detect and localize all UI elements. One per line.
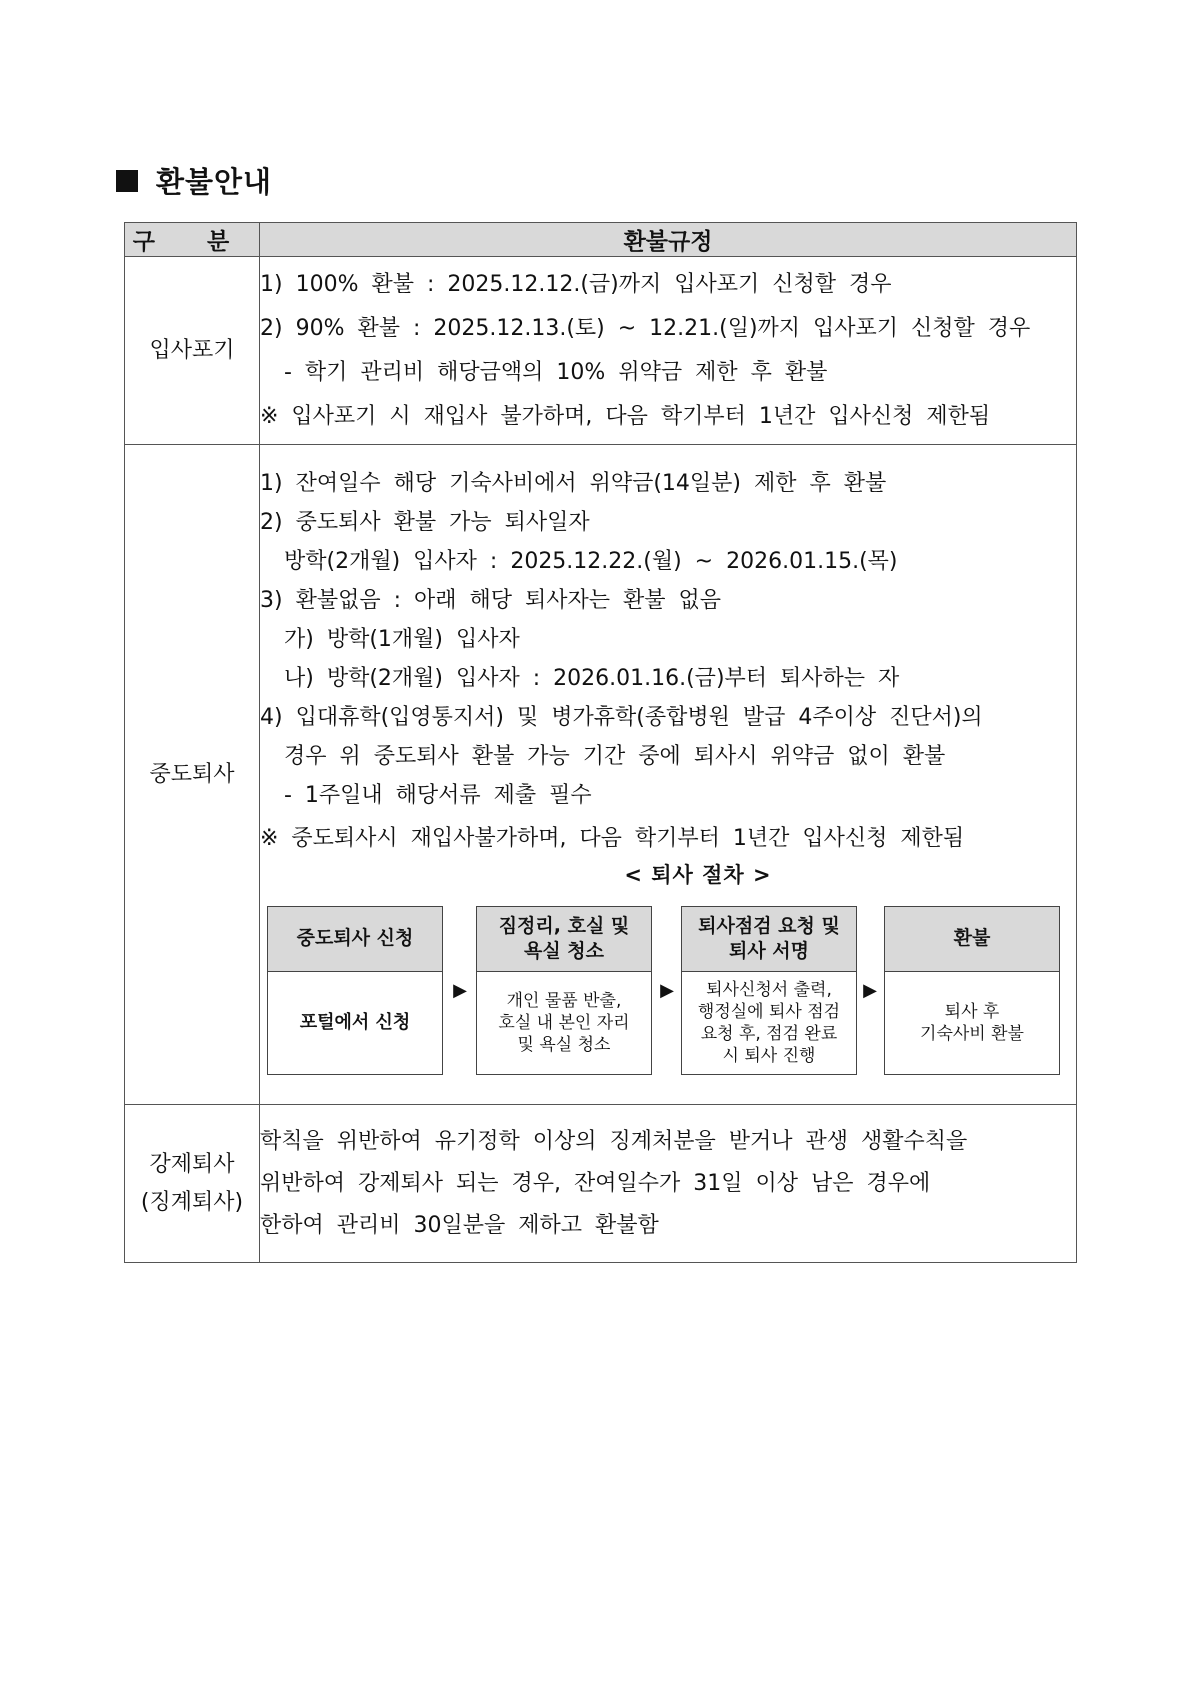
- procedure-step: [476, 906, 652, 1075]
- rule-line: 1) 100% 환불 : 2025.12.12.(금)까지 입사포기 신청할 경우: [260, 271, 892, 297]
- rule-line: 위반하여 강제퇴사 되는 경우, 잔여일수가 31일 이상 남은 경우에: [260, 1170, 931, 1196]
- procedure-title: < 퇴사 절차 >: [624, 862, 772, 887]
- table-header-row: [125, 223, 1077, 257]
- rule-line: - 1주일내 해당서류 제출 필수: [284, 782, 592, 808]
- section-title: 환불안내: [156, 165, 273, 199]
- step-desc: 포털에서 신청: [299, 1011, 411, 1033]
- refund-table: [124, 222, 1077, 1263]
- rule-line: 4) 입대휴학(입영통지서) 및 병가휴학(종합병원 발급 4주이상 진단서)의: [260, 704, 983, 730]
- step-head: 퇴사점검 요청 및 퇴사 서명: [682, 907, 856, 972]
- step-head: 환불: [885, 907, 1059, 972]
- table-row-withdrawal: [125, 257, 1077, 445]
- black-square-icon: [116, 170, 138, 192]
- rule-line: 3) 환불없음 : 아래 해당 퇴사자는 환불 없음: [260, 587, 721, 613]
- header-category: 구 분: [125, 223, 260, 257]
- rule-line: 한하여 관리비 30일분을 제하고 환불함: [260, 1212, 659, 1238]
- step-desc: 퇴사 후 기숙사비 환불: [920, 1001, 1024, 1044]
- step-head: 짐정리, 호실 및 욕실 청소: [477, 907, 651, 972]
- rule-line: ※ 중도퇴사시 재입사불가하며, 다음 학기부터 1년간 입사신청 제한됨: [260, 825, 965, 851]
- step-desc: 개인 물품 반출, 호실 내 본인 자리 및 욕실 청소: [498, 990, 630, 1055]
- rule-line: 학칙을 위반하여 유기정학 이상의 징계처분을 받거나 관생 생활수칙을: [260, 1128, 968, 1154]
- rule-line: 나) 방학(2개월) 입사자 : 2026.01.16.(금)부터 퇴사하는 자: [284, 665, 900, 691]
- rule-line: 1) 잔여일수 해당 기숙사비에서 위약금(14일분) 제한 후 환불: [260, 470, 887, 496]
- rule-line: 가) 방학(1개월) 입사자: [284, 626, 520, 652]
- rule-line: 경우 위 중도퇴사 환불 가능 기간 중에 퇴사시 위약금 없이 환불: [284, 743, 946, 769]
- category-cell: 중도퇴사: [125, 445, 260, 1105]
- rule-cell: [260, 257, 1077, 445]
- category-cell: 강제퇴사 (징계퇴사): [125, 1105, 260, 1263]
- section-heading: [116, 160, 272, 201]
- arrow-right-icon: ▶: [453, 979, 467, 1001]
- procedure-flow: [260, 906, 1076, 1086]
- table-row-midterm-leave: [125, 445, 1077, 1105]
- rule-line: - 학기 관리비 해당금액의 10% 위약금 제한 후 환불: [284, 359, 828, 385]
- rule-line: ※ 입사포기 시 재입사 불가하며, 다음 학기부터 1년간 입사신청 제한됨: [260, 403, 991, 429]
- procedure-step: [267, 906, 443, 1075]
- procedure-step: [884, 906, 1060, 1075]
- category-cell: 입사포기: [125, 257, 260, 445]
- rule-line: 2) 중도퇴사 환불 가능 퇴사일자: [260, 509, 590, 535]
- rule-line: 방학(2개월) 입사자 : 2025.12.22.(월) ~ 2026.01.15.(목): [284, 548, 898, 574]
- rule-cell: [260, 445, 1077, 1105]
- header-rule: 환불규정: [260, 223, 1077, 257]
- arrow-right-icon: ▶: [660, 979, 674, 1001]
- procedure-step: [681, 906, 857, 1075]
- arrow-right-icon: ▶: [863, 979, 877, 1001]
- step-desc: 퇴사신청서 출력, 행정실에 퇴사 점검 요청 후, 점검 완료 시 퇴사 진행: [697, 979, 841, 1066]
- rule-cell: [260, 1105, 1077, 1263]
- rule-line: 2) 90% 환불 : 2025.12.13.(토) ~ 12.21.(일)까지 입사포기 신청할 경우: [260, 315, 1031, 341]
- table-row-forced-leave: [125, 1105, 1077, 1263]
- step-head: 중도퇴사 신청: [268, 907, 442, 972]
